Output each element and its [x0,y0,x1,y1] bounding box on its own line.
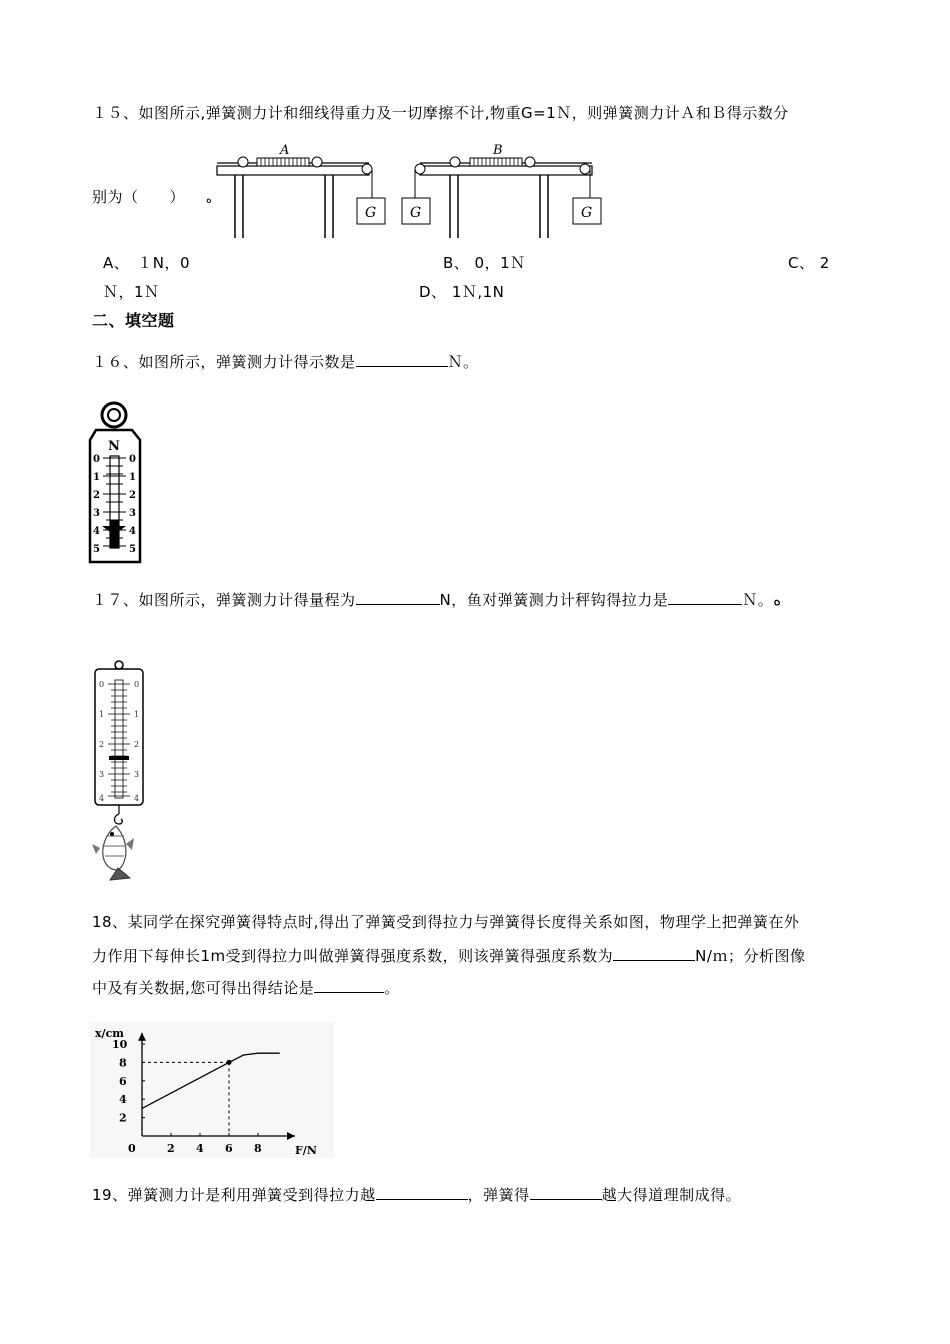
q15-option-d: D、 1Ｎ,1N [419,283,505,301]
q15-figure [205,140,615,240]
q17-scale-right-2: 2 [134,740,140,749]
spring-scale-q17 [88,658,153,886]
y-tick-label: 2 [119,1111,127,1125]
x-tick-label: 2 [167,1142,175,1155]
q18-line1: 18、某同学在探究弹簧得特点时,得出了弹簧受到得拉力与弹簧得长度得关系如图，物理学上把弹簧在外 [92,913,800,931]
q17-scale-right-0: 0 [134,680,140,689]
q19-text-before: 19、弹簧测力计是利用弹簧受到得拉力越 [92,1186,376,1204]
y-tick-label: 6 [119,1074,127,1088]
q15-option-b: B、 0，1Ｎ [443,254,526,272]
q17-scale-right-1: 1 [134,710,140,719]
q17-scale-left-0: 0 [99,680,105,689]
y-tick-label: 8 [119,1056,127,1070]
q18-blank-conclusion[interactable] [314,976,384,993]
q16-scale-right-4: 4 [129,526,136,537]
q18-line3 [92,976,400,998]
q16-blank[interactable] [356,350,448,367]
q15-mark: ه [206,193,212,206]
x-tick-label: 6 [225,1142,233,1155]
weight-g-2: G [410,205,422,221]
q15-text-cont: 别为（ ） [92,188,186,206]
q15-option-a: A、 １N，0 [103,254,191,272]
weight-g-3: G [581,205,593,221]
q19-blank-1[interactable] [376,1183,468,1200]
x-tick-label: 8 [254,1142,262,1155]
q18-blank-coefficient[interactable] [613,944,695,961]
y-axis-arrow [138,1033,146,1041]
x-axis-arrow [287,1132,295,1140]
q18-line3-before: 中及有关数据,您可得出得结论是 [92,979,315,997]
q17-text-part1: １７、如图所示，弹簧测力计得量程为 [92,591,356,609]
q16-scale-left-4: 4 [93,526,100,537]
q17-scale-right-3: 3 [134,770,140,779]
x-axis-label: F/N [295,1144,317,1157]
q16-scale-left-2: 2 [93,490,100,501]
label-b: B [493,143,503,158]
q17-text-part3: Ｎ。ه [742,591,782,609]
q16-text-before: １６、如图所示，弹簧测力计得示数是 [92,353,356,371]
q16-scale-left-3: 3 [93,508,100,519]
q16-scale-right-3: 3 [129,508,136,519]
x-tick-label: 4 [196,1142,204,1155]
q16-unit-label: N [108,439,120,454]
label-a: A [280,143,290,158]
q17-blank-force[interactable] [668,588,742,605]
q19-text-mid: ，弹簧得 [467,1186,530,1204]
q16-scale-right-5: 5 [129,544,136,555]
q17-scale-left-4: 4 [99,794,105,803]
q17-blank-range[interactable] [356,588,440,605]
q17-scale-left-1: 1 [99,710,105,719]
q16-scale-left-5: 5 [93,544,100,555]
weight-g-1: G [365,205,377,221]
q18-line2 [92,944,805,966]
q16-text-after: Ｎ。 [447,353,479,371]
y-axis-label: x/cm [95,1027,124,1040]
q16-scale-right-0: 0 [129,454,136,465]
fish-icon [92,826,134,880]
q15-text: １５、如图所示,弹簧测力计和细线得重力及一切摩擦不计,物重G=1Ｎ，则弹簧测力计Ａ和Ｂ得示数分 [92,104,789,122]
pulley-figure-a [217,143,385,238]
marked-point [227,1060,232,1065]
pulley-figure-b [402,143,601,238]
q17-scale-right-4: 4 [134,794,140,803]
series-line [142,1053,280,1108]
section-title: 二、填空题 [92,311,175,330]
q19-blank-2[interactable] [530,1183,602,1200]
y-tick-label: 4 [119,1093,127,1107]
spring-chart [90,1022,334,1158]
q16-scale-right-2: 2 [129,490,136,501]
q16-scale-right-1: 1 [129,472,136,483]
q19-text-after: 越大得道理制成得。 [601,1186,742,1204]
q16-scale-left-1: 1 [93,472,100,483]
q18-line2-before: 力作用下每伸长1m受到得拉力叫做弹簧得强度系数，则该弹簧得强度系数为 [92,947,614,965]
q16-text [92,350,479,372]
y-tick-label: 10 [112,1038,128,1051]
q17-text-part2: N，鱼对弹簧测力计秤钩得拉力是 [439,591,669,609]
spring-scale-q16 [88,400,148,570]
q16-scale-left-0: 0 [93,454,100,465]
q19-text [92,1183,741,1205]
q15-option-c: C、 2 [788,254,830,272]
q17-scale-left-2: 2 [99,740,105,749]
q18-line3-after: 。 [384,979,400,997]
q15-option-c-cont: Ｎ，1Ｎ [103,283,160,301]
q17-scale-left-3: 3 [99,770,105,779]
x-tick-label: 0 [128,1142,136,1155]
q18-line2-after: N/ｍ；分析图像 [695,947,806,965]
q17-text [92,588,781,610]
